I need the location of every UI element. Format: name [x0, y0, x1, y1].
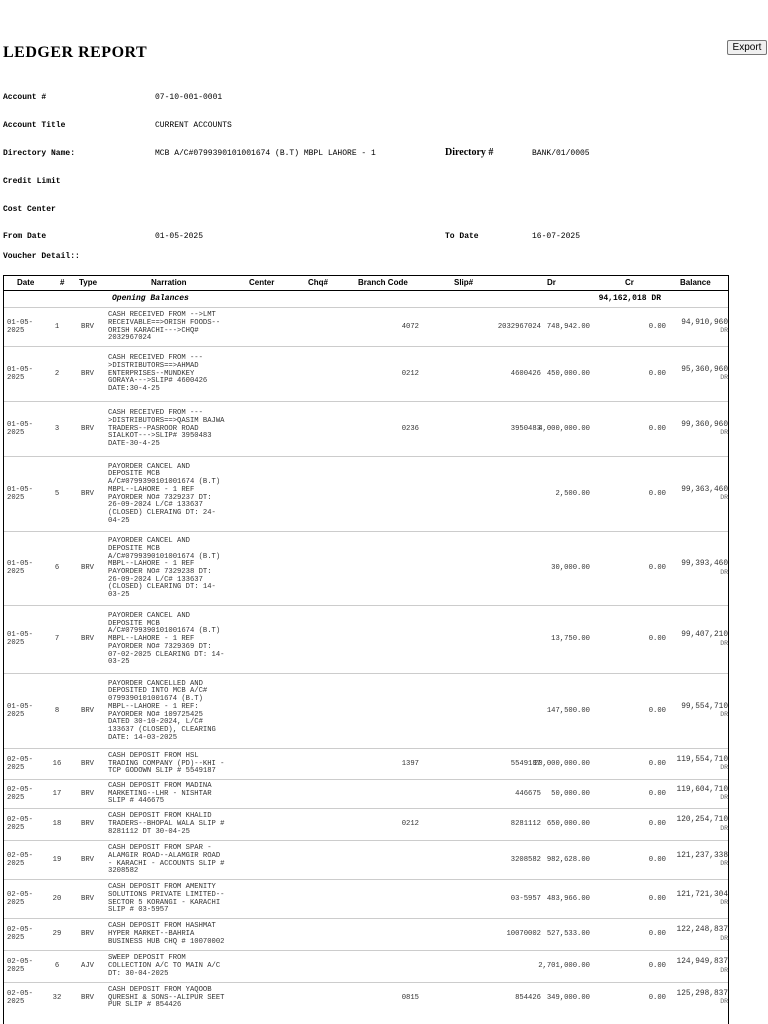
row-balance-amount: 119,554,710 — [676, 755, 728, 764]
row-slip-no: 446675 — [515, 789, 541, 798]
row-balance — [668, 367, 728, 382]
row-narration: PAYORDER CANCEL AND DEPOSITE MCB A/C#0799390101001674 (B.T) MBPL--LAHORE - 1 REF PAYORDER NO# 7329237 DT: 26-09-2024 L/C# 133637 (CLOSED) CLERAING DT: 24- 04-25 — [108, 462, 221, 525]
col-cr-header: Cr — [625, 278, 634, 287]
row-date: 02-05- 2025 — [7, 926, 33, 942]
row-balance-type: DR — [720, 899, 728, 907]
table-row — [4, 918, 728, 950]
row-voucher-no: 6 — [54, 962, 60, 971]
row-credit: 0.00 — [648, 489, 666, 498]
row-balance — [668, 787, 728, 802]
row-balance — [668, 320, 728, 335]
account-title-label: Account Title — [3, 121, 66, 130]
from-date-label: From Date — [3, 232, 47, 241]
row-type: BRV — [81, 894, 94, 903]
row-voucher-no: 29 — [52, 930, 62, 939]
opening-balance-value: 94,162,018 DR — [598, 294, 661, 303]
row-date: 02-05- 2025 — [7, 890, 33, 907]
row-balance-amount: 99,393,460 — [681, 560, 728, 568]
row-narration: CASH RECEIVED FROM --- >DISTRIBUTORS==>QASIM BAJWA TRADERS--PASROOR ROAD SIALKOT--->SLIP# 3950483 DATE-30-4-25 — [108, 409, 225, 449]
row-balance-type: DR — [720, 860, 728, 868]
row-slip-no: 2032967024 — [497, 322, 541, 331]
row-type: BRV — [81, 635, 94, 644]
row-voucher-no: 2 — [54, 369, 60, 378]
row-balance — [668, 959, 728, 974]
col-branch-header: Branch Code — [358, 278, 408, 287]
row-narration: CASH RECEIVED FROM --- >DISTRIBUTORS==>AHMAD ENTERPRISES--MUNDKEY GORAYA--->SLIP# 4600426 DATE:30-4-25 — [108, 354, 208, 394]
row-debit: 4,000,000.00 — [538, 424, 590, 433]
row-type: BRV — [81, 759, 94, 768]
row-narration: PAYORDER CANCEL AND DEPOSITE MCB A/C#0799390101001674 (B.T) MBPL--LAHORE - 1 REF PAYORDER NO# 7329369 DT: 07-02-2025 CLEARING DT: 14- 03-25 — [108, 612, 225, 667]
row-voucher-no: 3 — [54, 424, 60, 433]
row-debit: 982,628.00 — [546, 855, 590, 864]
table-row — [4, 346, 728, 401]
row-debit: 2,500.00 — [555, 489, 590, 498]
row-debit: 650,000.00 — [546, 820, 590, 829]
row-balance — [668, 704, 728, 719]
row-narration: PAYORDER CANCEL AND DEPOSITE MCB A/C#0799390101001674 (B.T) MBPL--LAHORE - 1 REF PAYORDER NO# 7329238 DT: 26-09-2024 L/C# 133637 (CLOSED) CLEARING DT: 14- 03-25 — [108, 537, 221, 600]
row-credit: 0.00 — [648, 930, 666, 939]
row-credit: 0.00 — [648, 706, 666, 715]
row-voucher-no: 5 — [54, 489, 60, 498]
row-branch-code: 0815 — [401, 993, 419, 1002]
row-date: 02-05- 2025 — [7, 851, 33, 868]
row-type: AJV — [81, 962, 94, 971]
row-balance-type: DR — [720, 494, 728, 502]
directory-no-value: BANK/01/0005 — [532, 149, 590, 158]
row-balance-type: DR — [720, 998, 728, 1006]
row-credit: 0.00 — [648, 369, 666, 378]
row-debit: 450,000.00 — [546, 369, 590, 378]
row-date: 02-05- 2025 — [7, 785, 33, 802]
row-date: 01-05- 2025 — [7, 702, 33, 719]
row-date: 01-05- 2025 — [7, 485, 33, 502]
row-balance — [668, 853, 728, 868]
row-branch-code: 0236 — [401, 424, 419, 433]
row-voucher-no: 19 — [52, 855, 62, 864]
row-voucher-no: 20 — [52, 894, 62, 903]
row-credit: 0.00 — [648, 759, 666, 768]
row-debit: 483,966.00 — [546, 894, 590, 903]
row-type: BRV — [81, 424, 94, 433]
row-balance — [668, 892, 728, 907]
row-date: 01-05- 2025 — [7, 365, 33, 382]
row-balance-amount: 119,604,710 — [676, 785, 728, 794]
row-voucher-no: 6 — [54, 564, 60, 573]
export-button[interactable]: Export — [727, 40, 767, 55]
row-credit: 0.00 — [648, 424, 666, 433]
row-type: BRV — [81, 564, 94, 573]
row-balance-amount: 121,721,304 — [676, 890, 728, 899]
row-type: BRV — [81, 369, 94, 378]
row-balance-amount: 99,407,210 — [681, 631, 728, 639]
row-date: 01-05- 2025 — [7, 318, 33, 335]
row-type: BRV — [81, 489, 94, 498]
row-narration: CASH DEPOSIT FROM AMENITY SOLUTIONS PRIVATE LIMITED-- SECTOR 5 KORANGI - KARACHI SLIP # 03-5957 — [108, 883, 225, 915]
row-balance-type: DR — [720, 374, 728, 382]
row-slip-no: 03-5957 — [510, 894, 541, 903]
col-chq-header: Chq# — [308, 278, 328, 287]
row-balance — [668, 927, 728, 942]
row-balance-type: DR — [720, 429, 728, 437]
row-date: 01-05- 2025 — [7, 631, 33, 647]
table-row — [4, 456, 728, 531]
row-credit: 0.00 — [648, 322, 666, 331]
row-balance — [668, 757, 728, 772]
row-credit: 0.00 — [648, 564, 666, 573]
account-no-label: Account # — [3, 93, 47, 102]
row-narration: PAYORDER CANCELLED AND DEPOSITED INTO MCB A/C# 0799390101001674 (B.T) MBPL--LAHORE - 1 REF: PAYORDER NO# 109725425 DATED 30-10-2024, L/C# 133637 (CLOSED), CLEARING DATE: 14-03-2025 — [108, 679, 216, 742]
row-slip-no: 10070002 — [506, 930, 541, 939]
directory-no-label: Directory # — [445, 147, 494, 158]
row-branch-code: 1397 — [401, 759, 419, 768]
row-debit: 30,000.00 — [551, 564, 590, 573]
row-credit: 0.00 — [648, 820, 666, 829]
row-balance-type: DR — [720, 934, 728, 942]
table-row — [4, 982, 728, 1013]
row-debit: 527,533.00 — [546, 930, 590, 939]
row-slip-no: 8281112 — [510, 820, 541, 829]
table-row — [4, 531, 728, 605]
row-voucher-no: 32 — [52, 993, 62, 1002]
row-credit: 0.00 — [648, 635, 666, 644]
table-row — [4, 748, 728, 779]
table-body — [4, 307, 728, 1013]
row-narration: CASH DEPOSIT FROM HASHMAT HYPER MARKET--BAHRIA BUSINESS HUB CHQ # 10070002 — [108, 922, 225, 946]
opening-balance-label: Opening Balances — [112, 294, 189, 303]
row-slip-no: 4600426 — [510, 369, 541, 378]
row-debit: 2,701,000.00 — [538, 962, 590, 971]
row-balance-amount: 124,949,837 — [676, 958, 728, 966]
row-date: 02-05- 2025 — [7, 816, 33, 832]
row-voucher-no: 18 — [52, 820, 62, 829]
row-balance-amount: 95,360,960 — [681, 365, 728, 374]
row-balance — [668, 422, 728, 437]
col-date-header: Date — [17, 278, 35, 287]
col-center-header: Center — [249, 278, 275, 287]
to-date-label: To Date — [445, 232, 479, 241]
table-row — [4, 401, 728, 456]
row-debit: 748,942.00 — [546, 322, 590, 331]
row-balance — [668, 991, 728, 1006]
row-balance — [668, 817, 728, 832]
row-balance-type: DR — [720, 966, 728, 974]
row-voucher-no: 17 — [52, 789, 62, 798]
row-debit: 349,000.00 — [546, 993, 590, 1002]
row-type: BRV — [81, 930, 94, 939]
row-slip-no: 3950483 — [510, 424, 541, 433]
row-credit: 0.00 — [648, 894, 666, 903]
row-date: 02-05- 2025 — [7, 755, 33, 772]
row-slip-no: 854426 — [515, 993, 541, 1002]
account-no-value: 07-10-001-0001 — [155, 93, 223, 102]
row-date: 02-05- 2025 — [7, 989, 33, 1006]
row-balance-type: DR — [720, 568, 728, 576]
row-balance-amount: 99,363,460 — [681, 485, 728, 494]
row-date: 01-05- 2025 — [7, 420, 33, 437]
col-dr-header: Dr — [547, 278, 556, 287]
row-debit: 13,750.00 — [551, 635, 590, 644]
directory-name-value: MCB A/C#0799390101001674 (B.T) MBPL LAHORE - 1 — [155, 149, 376, 158]
row-branch-code: 4072 — [401, 322, 419, 331]
table-row — [4, 840, 728, 879]
row-date: 01-05- 2025 — [7, 560, 33, 576]
row-voucher-no: 7 — [54, 635, 60, 644]
voucher-detail-label: Voucher Detail:: — [3, 252, 80, 261]
row-type: BRV — [81, 706, 94, 715]
col-type-header: Type — [79, 278, 98, 287]
row-balance-type: DR — [720, 711, 728, 719]
col-narration-header: Narration — [151, 278, 187, 287]
row-type: BRV — [81, 789, 94, 798]
row-debit: 20,000,000.00 — [533, 759, 590, 768]
row-balance-type: DR — [720, 824, 728, 832]
opening-balance-row — [4, 291, 728, 307]
row-type: BRV — [81, 322, 94, 331]
row-type: BRV — [81, 855, 94, 864]
row-narration: CASH RECEIVED FROM -->LMT RECEIVABLE==>ORISH FOODS-- ORISH KARACHI--->CHQ# 2032967024 — [108, 311, 221, 343]
row-credit: 0.00 — [648, 789, 666, 798]
row-credit: 0.00 — [648, 993, 666, 1002]
row-narration: SWEEP DEPOSIT FROM COLLECTION A/C TO MAIN A/C DT: 30-04-2025 — [108, 954, 221, 978]
table-row — [4, 779, 728, 808]
to-date-value: 16-07-2025 — [532, 232, 581, 241]
row-balance-amount: 120,254,710 — [676, 816, 728, 824]
row-voucher-no: 8 — [54, 706, 60, 715]
row-branch-code: 0212 — [401, 369, 419, 378]
row-type: BRV — [81, 820, 94, 829]
row-branch-code: 0212 — [401, 820, 419, 829]
ledger-table — [3, 275, 729, 1024]
row-balance-amount: 121,237,338 — [676, 851, 728, 860]
row-narration: CASH DEPOSIT FROM SPAR - ALAMGIR ROAD--ALAMGIR ROAD - KARACHI - ACCOUNTS SLIP # 3208582 — [108, 844, 225, 876]
col-no-header: # — [60, 278, 65, 287]
row-credit: 0.00 — [648, 855, 666, 864]
cost-center-label: Cost Center — [3, 205, 56, 214]
row-balance-type: DR — [720, 639, 728, 647]
col-balance-header: Balance — [680, 278, 711, 287]
row-date: 02-05- 2025 — [7, 958, 33, 974]
row-voucher-no: 16 — [52, 759, 62, 768]
account-title-value: CURRENT ACCOUNTS — [155, 121, 232, 130]
row-narration: CASH DEPOSIT FROM HSL TRADING COMPANY (PD)--KHI - TCP GODOWN SLIP # 5549187 — [108, 751, 225, 776]
row-credit: 0.00 — [648, 962, 666, 971]
row-balance — [668, 487, 728, 502]
row-narration: CASH DEPOSIT FROM MADINA MARKETING--LHR - NISHTAR SLIP # 446675 — [108, 781, 212, 806]
table-row — [4, 808, 728, 840]
row-balance — [668, 632, 728, 647]
row-narration: CASH DEPOSIT FROM KHALID TRADERS--BHOPAL WALA SLIP # 8281112 DT 30-04-25 — [108, 812, 225, 836]
row-debit: 50,000.00 — [551, 789, 590, 798]
table-header-row — [4, 276, 728, 291]
from-date-value: 01-05-2025 — [155, 232, 204, 241]
credit-limit-label: Credit Limit — [3, 177, 61, 186]
row-balance-amount: 99,554,710 — [681, 702, 728, 711]
row-narration: CASH DEPOSIT FROM YAQOOB QURESHI & SONS--ALIPUR SEET PUR SLIP # 854426 — [108, 985, 225, 1010]
table-row — [4, 879, 728, 918]
table-row — [4, 673, 728, 748]
report-title: LEDGER REPORT — [3, 44, 148, 61]
directory-name-label: Directory Name: — [3, 149, 76, 158]
row-balance — [668, 561, 728, 576]
row-balance-type: DR — [720, 327, 728, 335]
row-balance-amount: 94,910,960 — [681, 318, 728, 327]
row-balance-type: DR — [720, 764, 728, 772]
row-slip-no: 5549187 — [510, 759, 541, 768]
row-debit: 147,500.00 — [546, 706, 590, 715]
row-voucher-no: 1 — [54, 322, 60, 331]
table-row — [4, 605, 728, 673]
col-slip-header: Slip# — [454, 278, 474, 287]
row-balance-amount: 125,298,837 — [676, 989, 728, 998]
table-row — [4, 307, 728, 346]
row-balance-type: DR — [720, 794, 728, 802]
table-row — [4, 950, 728, 982]
row-balance-amount: 99,360,960 — [681, 420, 728, 429]
row-type: BRV — [81, 993, 94, 1002]
row-balance-amount: 122,248,837 — [676, 926, 728, 934]
row-slip-no: 3208582 — [510, 855, 541, 864]
